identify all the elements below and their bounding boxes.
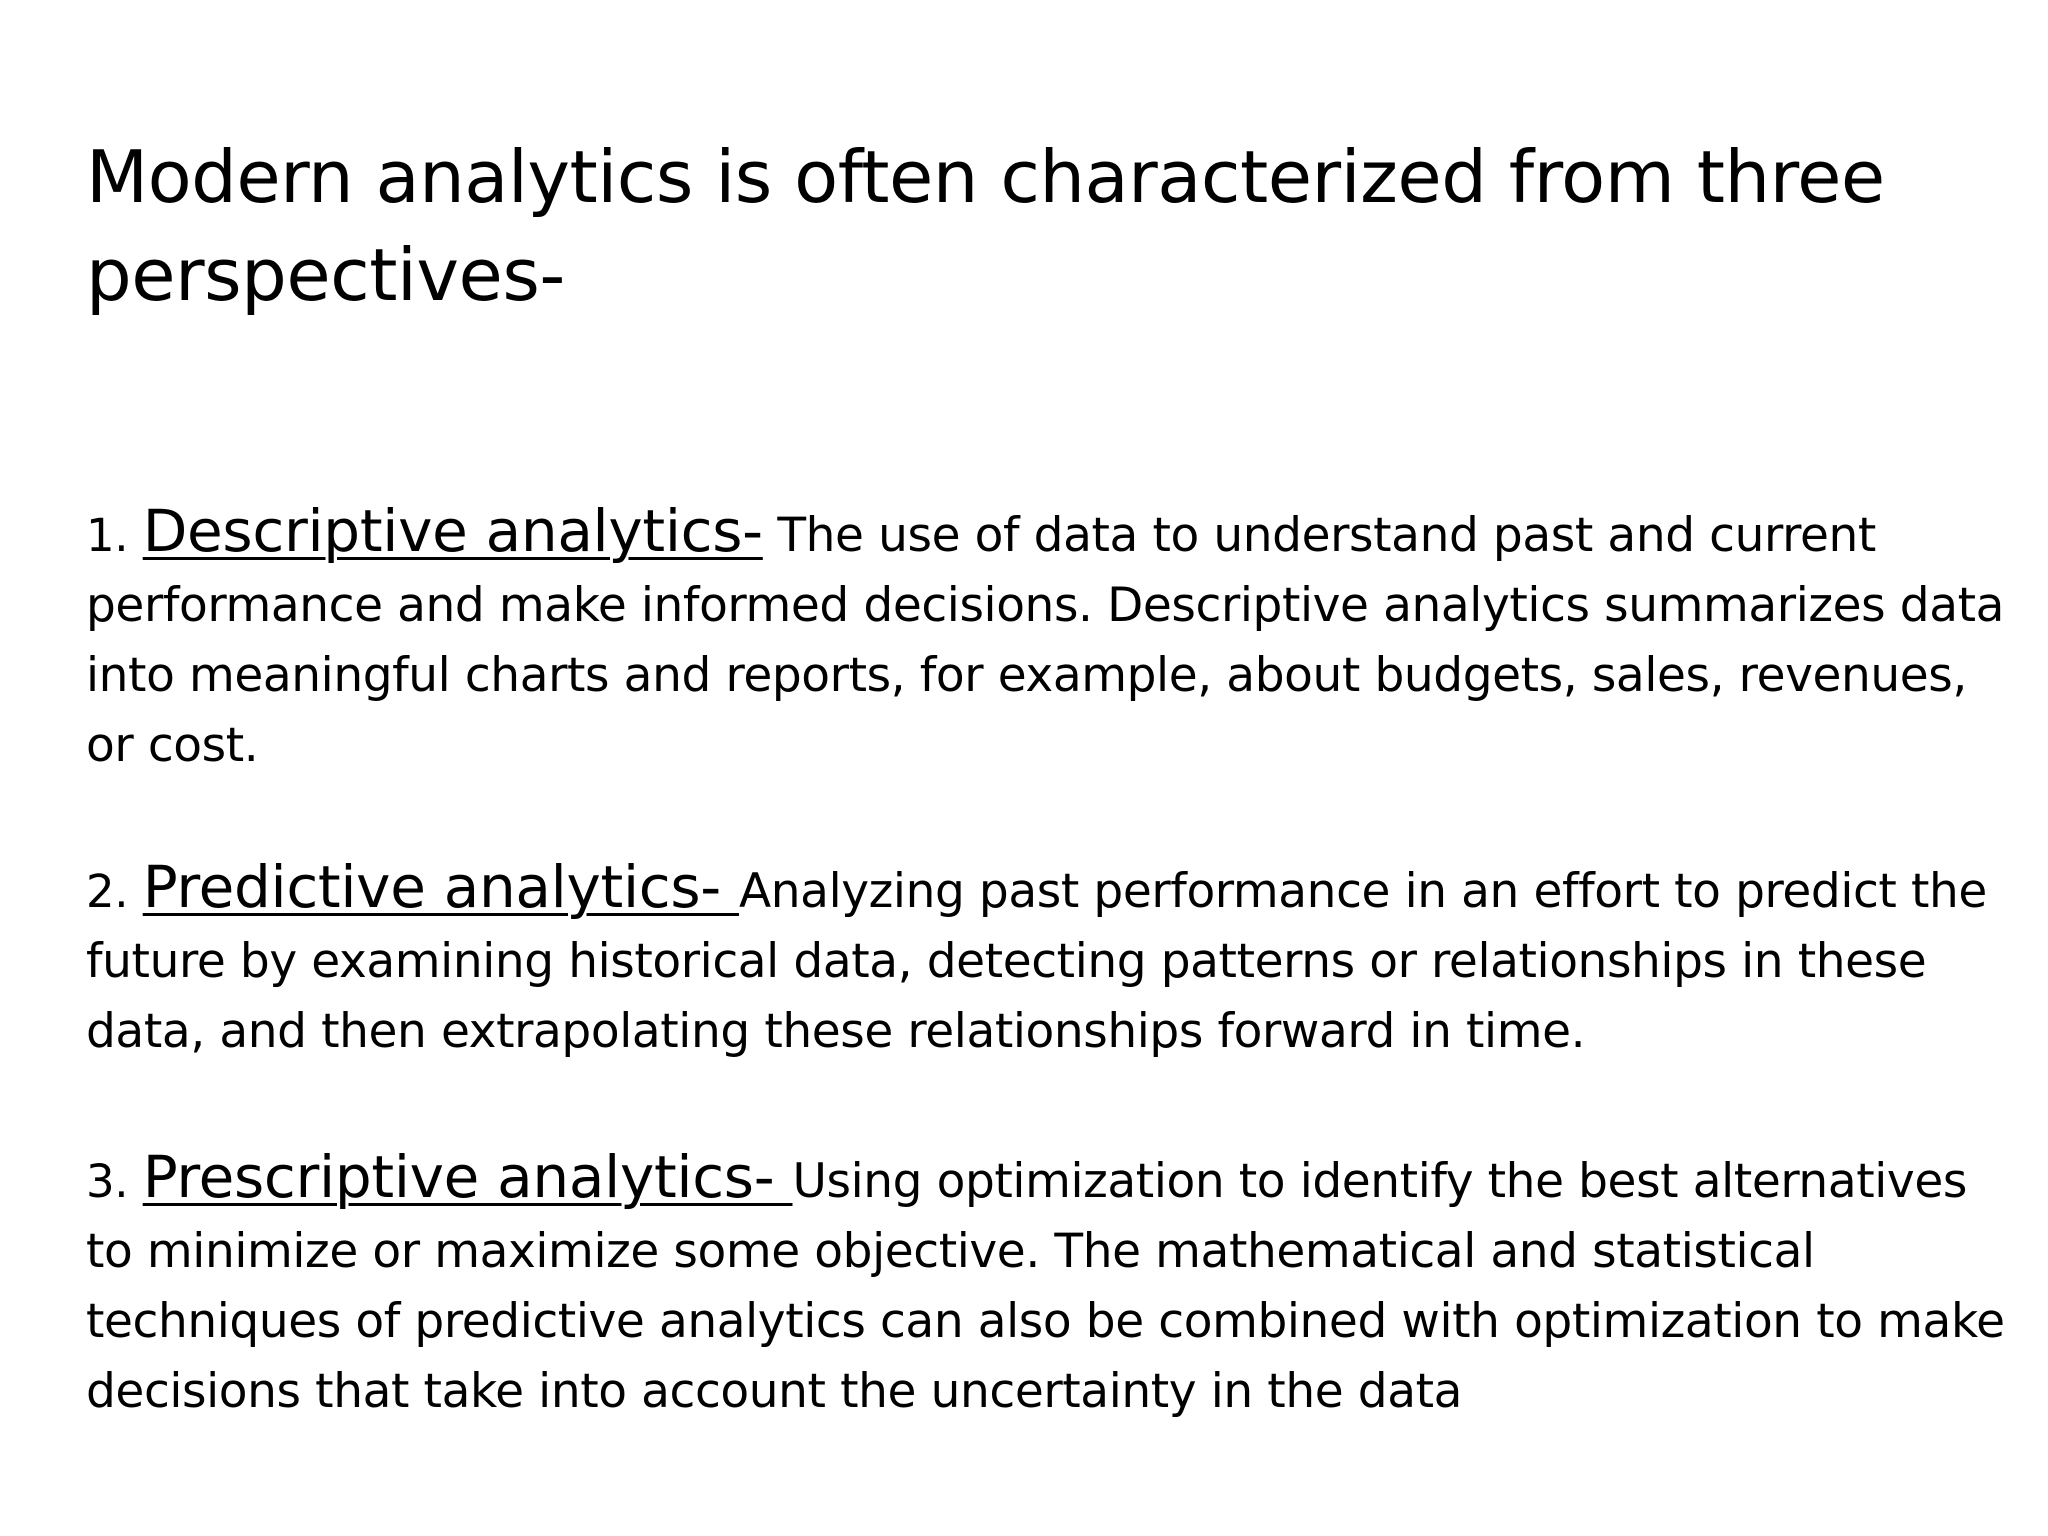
item-number: 1.	[86, 509, 129, 562]
item-term: Prescriptive analytics-	[142, 1143, 793, 1211]
item-term: Descriptive analytics-	[142, 497, 763, 565]
slide-title: Modern analytics is often characterized from three perspectives-	[86, 135, 1885, 317]
item-term: Predictive analytics-	[142, 853, 740, 921]
list-item-prescriptive	[86, 1142, 2016, 1427]
list-item-predictive	[86, 852, 2016, 1067]
item-description: Analyzing past performance in an effort to predict the future by examining historical data, detecting patterns or relationships in these data, and then extrapolating these relationships forward in time.	[86, 864, 1987, 1059]
item-description: The use of data to understand past and current performance and make informed decisions. Descriptive analytics summarizes data into meaningful charts and reports, for example, about budgets, sales, revenues, or cost.	[86, 508, 2005, 773]
item-description: Using optimization to identify the best alternatives to minimize or maximize some objective. The mathematical and statistical techniques of predictive analytics can also be combined with optimization to make decisions that take into account the uncertainty in the data	[86, 1154, 2005, 1419]
list-item-descriptive	[86, 496, 2016, 781]
item-number: 3.	[86, 1155, 129, 1208]
item-number: 2.	[86, 865, 129, 918]
